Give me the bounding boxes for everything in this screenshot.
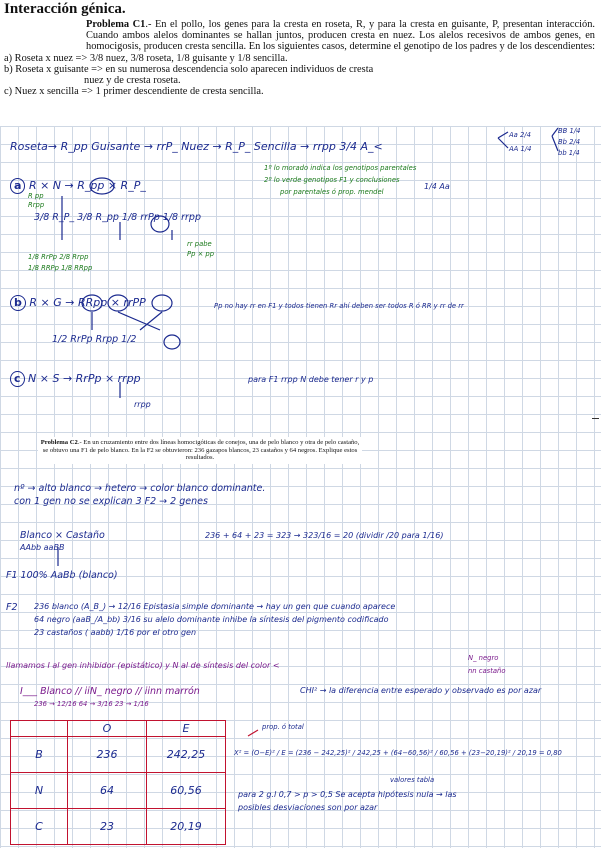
table-row bbox=[11, 773, 226, 809]
c2-inhibitor-text: llamamos I al gen inhibidor (epistático) y N al de síntesis del color < bbox=[6, 661, 280, 670]
problem-c2-text: Problema C2.- En un cruzamiento entre dos líneas homocigóticas de conejos, una de pelo blanco y otra de pelo castaño, se obtuvo una F1 de pelo blanco. En la F2 se obtuvieron: 236 gazapos blancos, 23 castaños y 64 negros. Explique estos resultados. bbox=[40, 439, 360, 462]
problem-c1-intro bbox=[4, 19, 595, 53]
table-values-note: valores tabla bbox=[390, 776, 435, 784]
chi-conclusion: para 2 g.l 0,7 > p > 0,5 Se acepta hipótesis nula → las bbox=[238, 790, 457, 799]
c2-f2-line1: 236 blanco (A_B_) → 12/16 Epistasia simple dominante → hay un gen que cuando aparece bbox=[34, 602, 396, 611]
circle-mark bbox=[164, 335, 180, 349]
chi-formula: X² = (O−E)² / E = (236 − 242,25)² / 242,25 + (64−60,56)² / 60,56 + (23−20,19)² / 20,19 = 0,80 bbox=[234, 749, 562, 757]
case-b-cross: R × G → RRpp × rrPP bbox=[29, 296, 146, 309]
case-a-text: a) Roseta x nuez => 3/8 nuez, 3/8 roseta, 1/8 guisante y 1/8 sencilla. bbox=[4, 52, 288, 64]
table-cell: 236 bbox=[68, 737, 147, 773]
legend-mendel: por parentales ó prop. mendel bbox=[280, 188, 384, 196]
case-a-list1: 1/8 RrPp 2/8 Rrpp bbox=[28, 253, 89, 261]
bracket-stroke bbox=[498, 132, 508, 148]
arrow-stroke bbox=[248, 730, 258, 736]
table-cell: N bbox=[11, 773, 68, 809]
case-b-result: 1/2 RrPp Rrpp 1/2 bbox=[52, 334, 137, 345]
c2-genotypes: I___ Blanco // iiN_ negro // iinn marrón bbox=[20, 686, 200, 697]
chi-square-table bbox=[10, 720, 226, 845]
case-b-row bbox=[10, 295, 146, 311]
legend-purple: 1º lo morado indica los genotipos parentales bbox=[264, 164, 417, 172]
table-header: E bbox=[147, 721, 226, 737]
problem-c1-block bbox=[0, 0, 601, 126]
case-c-marker: c bbox=[10, 371, 25, 387]
c2-sum: 236 + 64 + 23 = 323 → 323/16 = 20 (dividir /20 para 1/16) bbox=[205, 531, 444, 540]
table-header-row bbox=[11, 721, 226, 737]
case-a-list2: 1/8 RRPp 1/8 RRpp bbox=[28, 264, 93, 272]
table-cell: 23 bbox=[68, 809, 147, 845]
case-b-text: b) Roseta x guisante => en su numerosa descendencia solo aparecen individuos de cresta bbox=[4, 63, 374, 75]
c2-inhibitor-note bbox=[6, 661, 280, 670]
chi-note: CHI² → la diferencia entre esperado y observado es por azar bbox=[300, 686, 542, 695]
c2-f2-line2: 64 negro (aaB_/A_bb) 3/16 su alelo dominante inhibe la síntesis del pigmento codificado bbox=[34, 615, 389, 624]
c2-f2-line3: 23 castaños ( aabb) 1/16 por el otro gen bbox=[34, 628, 197, 637]
table-cell: C bbox=[11, 809, 68, 845]
case-c-row bbox=[10, 371, 141, 387]
table-cell: B bbox=[11, 737, 68, 773]
table-cell: 242,25 bbox=[147, 737, 226, 773]
c2-nn-castano: nn castaño bbox=[468, 667, 506, 675]
c2-n-negro: N_ negro bbox=[468, 654, 499, 662]
phenotype-genotype-line: Roseta→ R_pp Guisante → rrP_ Nuez → R_P_ Sencilla → rrpp 3/4 A_< bbox=[10, 140, 383, 153]
case-a-sub2: Rrpp bbox=[28, 201, 45, 209]
chi-conclusion-cont: posibles desviaciones son por azar bbox=[238, 803, 378, 812]
page-title: Interacción génica. bbox=[4, 1, 126, 17]
page-edge-mark bbox=[592, 418, 599, 419]
case-a-offspring: 3/8 R_P_ 3/8 R_pp 1/8 rrPp 1/8 rrpp bbox=[34, 212, 201, 223]
c2-cross-genotypes: AAbb aaBB bbox=[20, 543, 65, 552]
ratio-bb3: bb 1/4 bbox=[558, 149, 580, 157]
problem-c2-heading: Problema C2 bbox=[40, 439, 78, 446]
case-a-sub1: R pp bbox=[28, 192, 44, 200]
ratio-aa1: AA 1/4 bbox=[509, 145, 532, 153]
c2-f2-label: F2 bbox=[6, 602, 18, 613]
arrow-stroke bbox=[92, 312, 162, 330]
prop-total-note: prop. ó total bbox=[262, 723, 304, 731]
c2-note-two-genes: con 1 gen no se explican 3 F2 → 2 genes bbox=[14, 496, 208, 507]
ratio-bb2: Bb 2/4 bbox=[558, 138, 581, 146]
table-cell: 20,19 bbox=[147, 809, 226, 845]
c2-note-dominant: nº → alto blanco → hetero → color blanco dominante. bbox=[14, 483, 266, 494]
table-cell: 60,56 bbox=[147, 773, 226, 809]
case-c-cross: N × S → RrPp × rrpp bbox=[28, 372, 141, 385]
table-header bbox=[11, 721, 68, 737]
table-header: O bbox=[68, 721, 147, 737]
case-a-cross: R × N → R_pp × R_P_ bbox=[28, 179, 146, 192]
case-a-marker: a bbox=[10, 178, 25, 194]
case-c-result: rrpp bbox=[134, 400, 151, 409]
case-b-marker: b bbox=[10, 295, 26, 311]
c2-f1: F1 100% AaBb (blanco) bbox=[6, 570, 118, 581]
ratio-bb1: BB 1/4 bbox=[558, 127, 581, 135]
c2-genotype-counts: 236 → 12/16 64 → 3/16 23 → 1/16 bbox=[34, 700, 149, 708]
ratio-aa-half: 1/4 Aa bbox=[424, 182, 450, 191]
ratio-aa2: Aa 2/4 bbox=[509, 131, 531, 139]
circle-mark bbox=[152, 295, 172, 311]
case-a-note2: Pp × pp bbox=[187, 250, 215, 258]
c2-cross: Blanco × Castaño bbox=[20, 530, 105, 541]
case-b-text-cont: nuez y de cresta roseta. bbox=[84, 75, 181, 87]
case-c-note: para F1 rrpp N debe tener r y p bbox=[248, 375, 374, 384]
table-row bbox=[11, 737, 226, 773]
case-b-note: Pp no hay rr en F1 y todos tienen Rr ahí deben ser todos R ó RR y rr de rr bbox=[214, 302, 464, 310]
legend-green: 2º lo verde genotipos F1 y conclusiones bbox=[264, 176, 400, 184]
problem-c2-block bbox=[38, 437, 362, 464]
table-row bbox=[11, 809, 226, 845]
table-cell: 64 bbox=[68, 773, 147, 809]
case-c-text: c) Nuez x sencilla => 1 primer descendiente de cresta sencilla. bbox=[4, 86, 264, 98]
case-a-note: rr pabe bbox=[187, 240, 212, 248]
problem-c1-heading: Problema C1 bbox=[86, 19, 146, 30]
problem-c1-text: .- En el pollo, los genes para la cresta en roseta, R, y para la cresta en guisante, P, presentan interacción. Cuando ambos alelos dominantes se hallan juntos, producen cresta en nuez. Los alelos recesivos de ambos genes, en homocigosis, producen cresta sencilla. En los siguientes casos, determine el genotipo de los padres y de los descendientes: bbox=[86, 19, 596, 53]
